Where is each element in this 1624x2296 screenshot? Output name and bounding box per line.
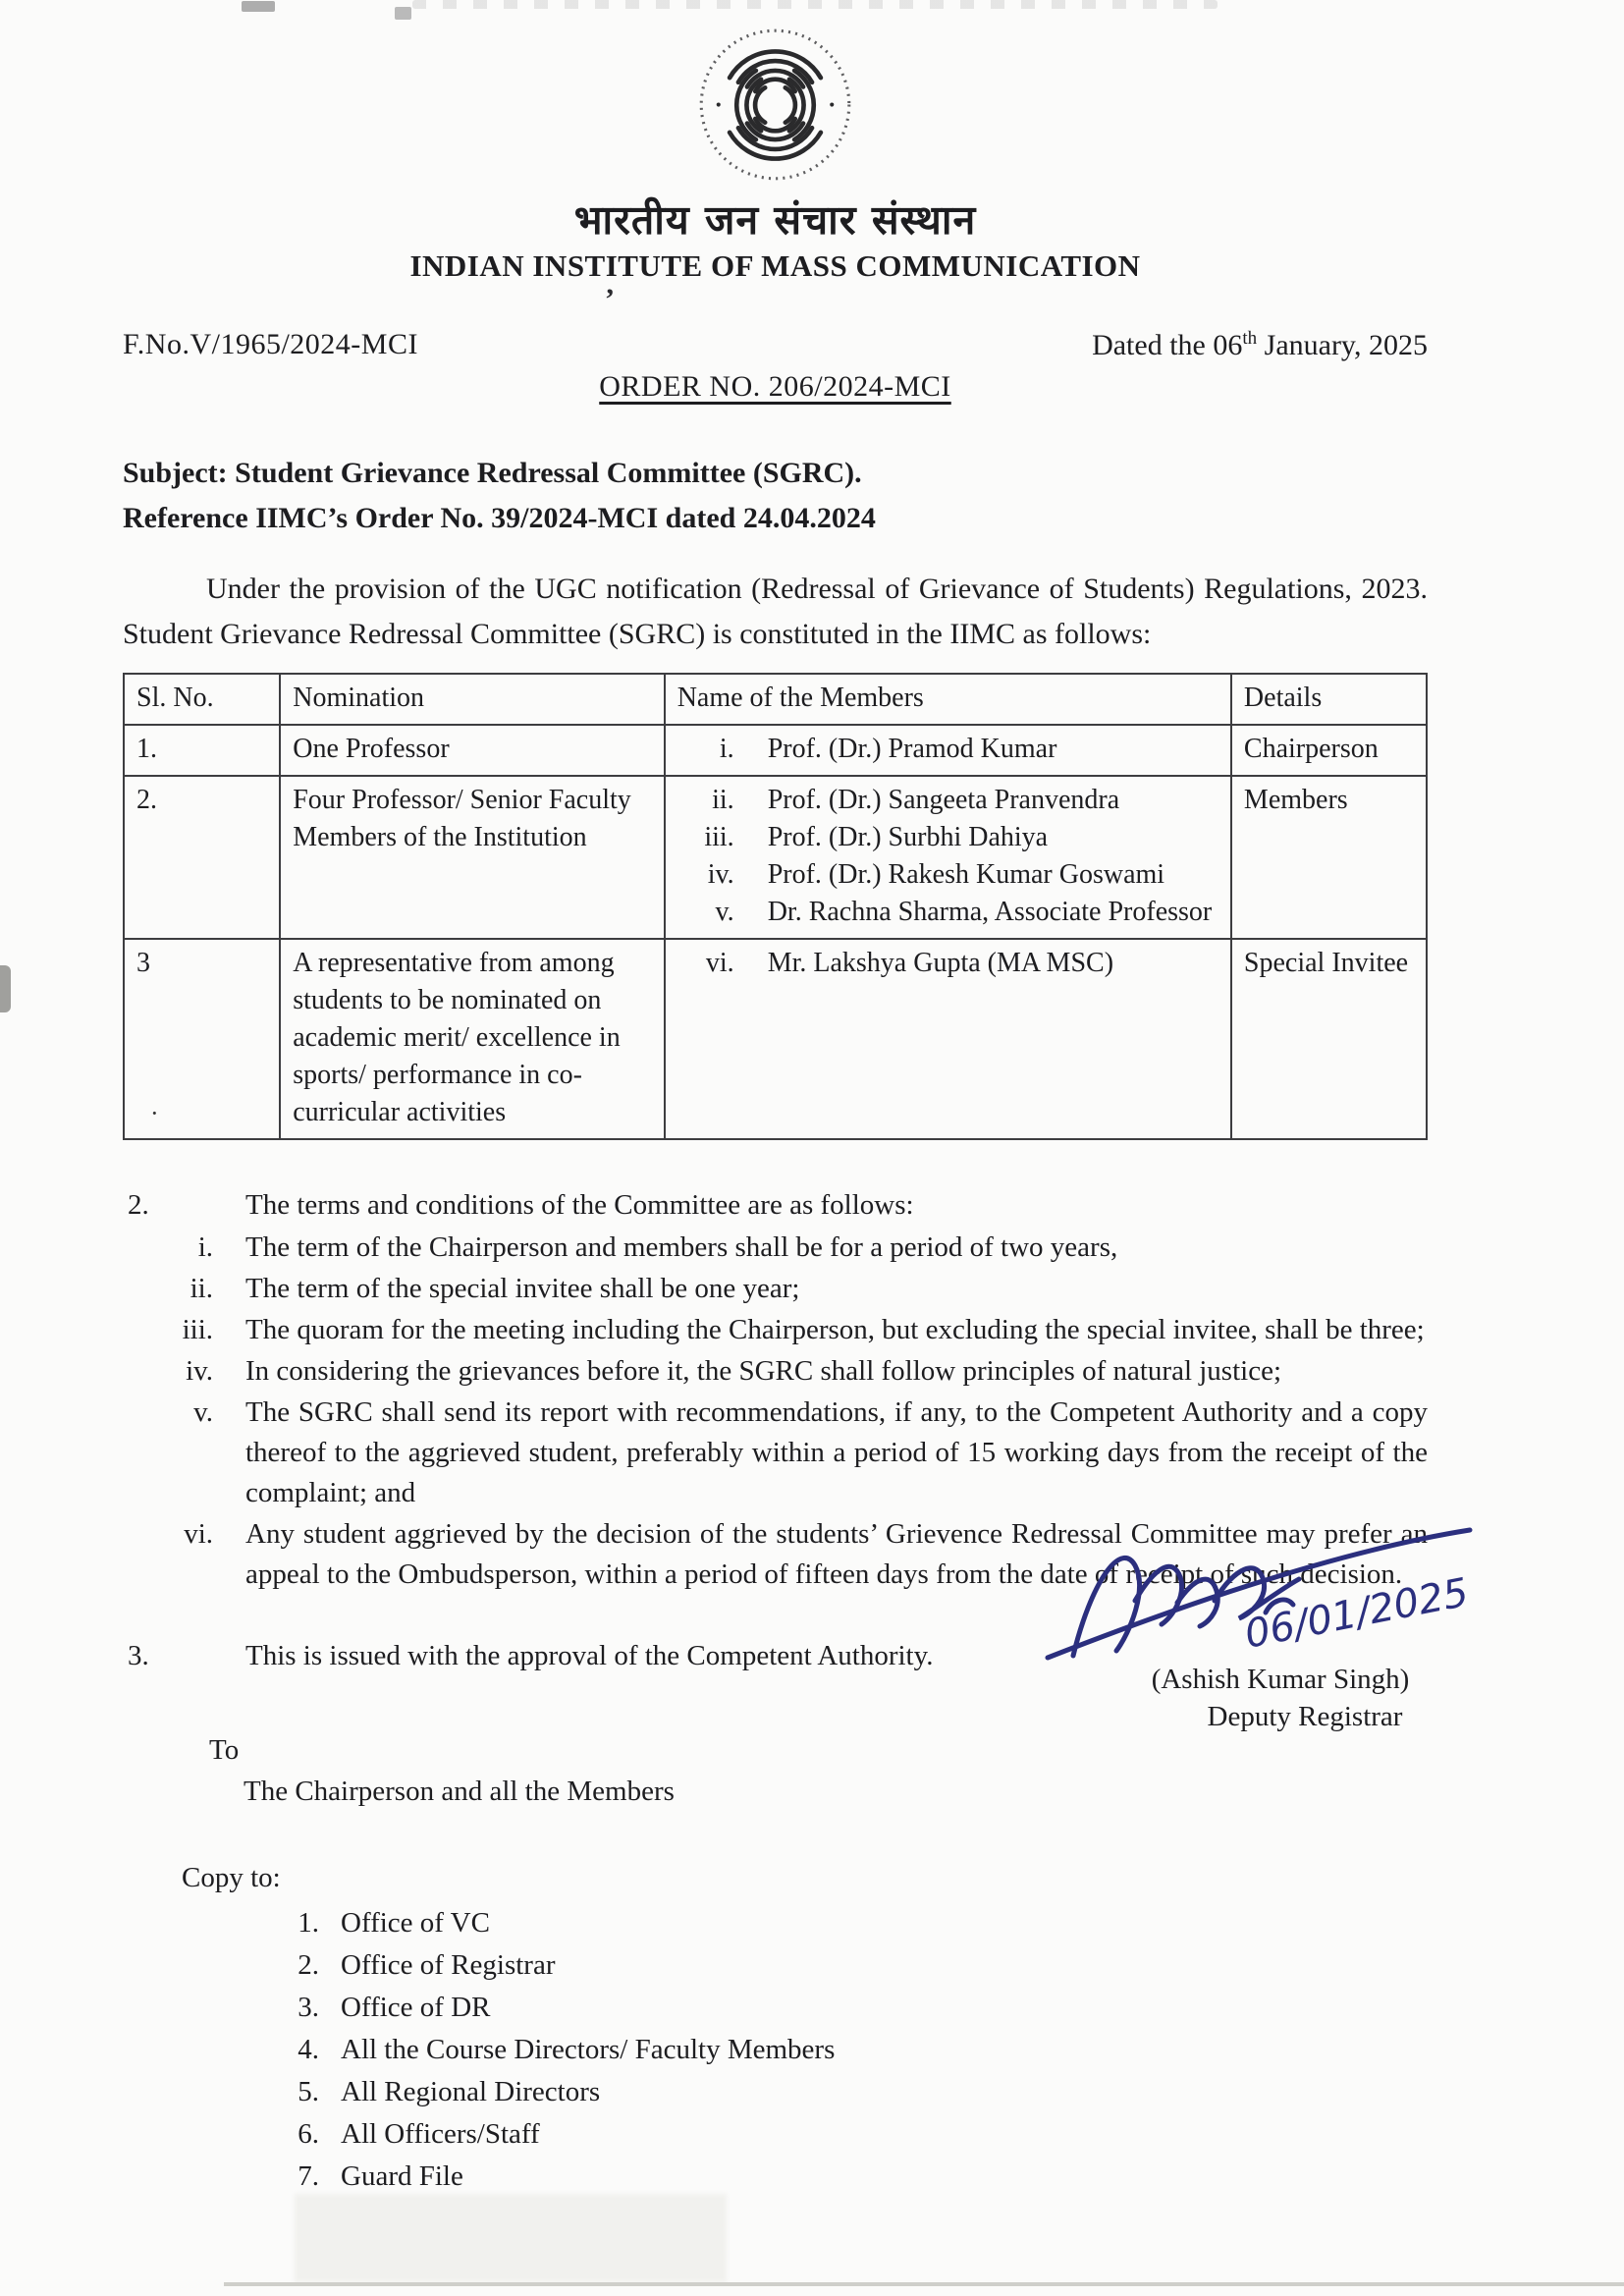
term-text: Any student aggrieved by the decision of the students’ Grievence Redressal Committee may prefer an appeal to the Ombudsperson, within a period of fifteen days from the date of receipt of such decision. [245, 1518, 1428, 1590]
member-name: Prof. (Dr.) Surbhi Dahiya [767, 822, 1049, 852]
col-header-details: Details [1231, 674, 1427, 725]
file-date-row [123, 328, 1428, 362]
cell-members [665, 725, 1231, 776]
date-superscript: th [1242, 328, 1258, 349]
member-line [677, 731, 1220, 768]
order-number: ORDER NO. 206/2024-MCI [599, 370, 951, 403]
to-label: To [209, 1734, 240, 1766]
cell-details: Special Invitee [1231, 939, 1427, 1139]
file-number: F.No.V/1965/2024-MCI [123, 328, 418, 360]
member-num: i. [719, 734, 734, 764]
col-header-sl-no: Sl. No. [124, 674, 280, 725]
term-item [123, 1310, 1428, 1350]
copy-item-text: Office of DR [341, 1992, 491, 2023]
term-item [123, 1269, 1428, 1309]
table-header-row [124, 674, 1427, 725]
member-line [677, 782, 1220, 819]
cell-details: Members [1231, 776, 1427, 939]
cell-nomination: A representative from among students to be nominated on academic merit/ excellence in sports/ performance in co-curricular activities [280, 939, 664, 1139]
scan-edge-artifact [224, 2282, 1624, 2286]
term-text: The SGRC shall send its report with recommendations, if any, to the Competent Authority and a copy thereof to the aggrieved student, preferably within a period of 15 working days from the receipt of the complaint; and [245, 1396, 1428, 1508]
copy-to-label: Copy to: [182, 1862, 281, 1893]
date-suffix: January, 2025 [1257, 329, 1428, 361]
copy-item-text: All Officers/Staff [341, 2118, 540, 2150]
member-num: iii. [704, 822, 734, 852]
term-text: In considering the grievances before it, the SGRC shall follow principles of natural justice; [245, 1355, 1282, 1387]
term-item [123, 1393, 1428, 1513]
intro-text: Under the provision of the UGC notification (Redressal of Grievance of Students) Regulations, 2023. Student Grievance Redressal Committee (SGRC) is constituted in the IIMC as follows: [123, 573, 1428, 650]
table-row [124, 725, 1427, 776]
copy-to-list [123, 1902, 1428, 2198]
member-line [677, 945, 1220, 982]
term-num: v. [193, 1396, 213, 1428]
handwritten-signature-icon [1040, 1510, 1482, 1672]
sl-number: 3 [136, 948, 150, 978]
signatory-title: Deputy Registrar [1207, 1701, 1403, 1732]
member-num: iv. [707, 859, 734, 890]
cell-details: Chairperson [1231, 725, 1427, 776]
copy-item-num: 6. [298, 2118, 319, 2150]
copy-item [123, 1902, 1428, 1944]
handwritten-date: 06/01/2025 [1241, 1569, 1473, 1658]
member-line [677, 819, 1220, 856]
copy-item [123, 1944, 1428, 1987]
cell-nomination: One Professor [280, 725, 664, 776]
closing-row [123, 1569, 1473, 1732]
closing-text: This is issued with the approval of the Competent Authority. [245, 1640, 934, 1671]
table-row [124, 939, 1427, 1139]
org-name-english: INDIAN INSTITUTE OF MASS COMMUNICATION [409, 248, 1141, 283]
copy-item-num: 5. [298, 2076, 319, 2107]
signatory-name: (Ashish Kumar Singh) [1151, 1664, 1410, 1695]
cell-members [665, 776, 1231, 939]
copy-item [123, 2071, 1428, 2113]
term-num: iv. [186, 1355, 213, 1387]
cell-sl: 1. [124, 725, 280, 776]
member-name: Prof. (Dr.) Rakesh Kumar Goswami [767, 859, 1165, 890]
member-line [677, 894, 1220, 931]
member-name: Dr. Rachna Sharma, Associate Professor [767, 897, 1213, 927]
section-number: 2. [128, 1189, 149, 1221]
scan-mark-artifact [0, 965, 11, 1012]
copy-item-num: 2. [298, 1949, 319, 1981]
col-header-members: Name of the Members [665, 674, 1231, 725]
copy-item-num: 1. [298, 1907, 319, 1939]
date-prefix: Dated the 06 [1092, 329, 1243, 361]
subject-block [123, 451, 1428, 541]
term-item [123, 1351, 1428, 1392]
copy-item [123, 2113, 1428, 2156]
scan-dot-artifact: · [150, 1099, 159, 1127]
terms-heading: The terms and conditions of the Committee are as follows: [245, 1189, 914, 1221]
scan-shadow-artifact [295, 2194, 727, 2282]
cell-members [665, 939, 1231, 1139]
term-num: vi. [184, 1518, 213, 1550]
member-name: Prof. (Dr.) Sangeeta Pranvendra [767, 785, 1120, 815]
cell-nomination: Four Professor/ Senior Faculty Members of the Institution [280, 776, 664, 939]
copy-item-num: 7. [298, 2160, 319, 2192]
term-text: The term of the Chairperson and members shall be for a period of two years, [245, 1231, 1118, 1263]
term-num: i. [197, 1231, 213, 1263]
committee-table [123, 673, 1428, 1140]
member-name: Prof. (Dr.) Pramod Kumar [767, 734, 1057, 764]
intro-paragraph [123, 567, 1428, 657]
copy-item-num: 3. [298, 1992, 319, 2023]
term-num: ii. [189, 1273, 213, 1304]
cell-sl [124, 939, 280, 1139]
table-row [124, 776, 1427, 939]
cell-sl: 2. [124, 776, 280, 939]
copy-item-text: Guard File [341, 2160, 463, 2192]
member-line [677, 856, 1220, 894]
scan-mark-artifact [242, 1, 275, 12]
copy-item-text: Office of VC [341, 1907, 490, 1939]
signature-block [1040, 1510, 1482, 1735]
member-num: vi. [705, 948, 734, 978]
iimc-emblem-icon [694, 24, 856, 186]
term-text: The quoram for the meeting including the Chairperson, but excluding the special invitee, shall be three; [245, 1314, 1425, 1345]
col-header-nomination: Nomination [280, 674, 664, 725]
copy-item [123, 2029, 1428, 2071]
subject-line: Subject: Student Grievance Redressal Committee (SGRC). [123, 457, 862, 489]
iimc-logo [123, 0, 1428, 191]
term-item [123, 1228, 1428, 1268]
copy-item [123, 1987, 1428, 2029]
member-name: Mr. Lakshya Gupta (MA MSC) [767, 948, 1114, 978]
section-number: 3. [128, 1640, 149, 1671]
member-num: v. [715, 897, 734, 927]
terms-heading-row [123, 1185, 1428, 1226]
to-line: The Chairperson and all the Members [244, 1776, 675, 1807]
copy-item-num: 4. [298, 2034, 319, 2065]
term-num: iii. [182, 1314, 213, 1345]
copy-item [123, 2156, 1428, 2198]
reference-line: Reference IIMC’s Order No. 39/2024-MCI dated 24.04.2024 [123, 502, 876, 534]
copy-item-text: Office of Registrar [341, 1949, 556, 1981]
org-name-hindi: भारतीय जन संचार संस्थान [573, 196, 977, 244]
term-text: The term of the special invitee shall be one year; [245, 1273, 800, 1304]
date-line [1092, 328, 1428, 362]
scan-mark-artifact [395, 7, 411, 20]
copy-item-text: All Regional Directors [341, 2076, 601, 2107]
copy-item-text: All the Course Directors/ Faculty Members [341, 2034, 836, 2065]
member-num: ii. [712, 785, 734, 815]
scan-stray-mark: ’ [605, 283, 615, 315]
scan-noise-artifact [412, 0, 1218, 9]
